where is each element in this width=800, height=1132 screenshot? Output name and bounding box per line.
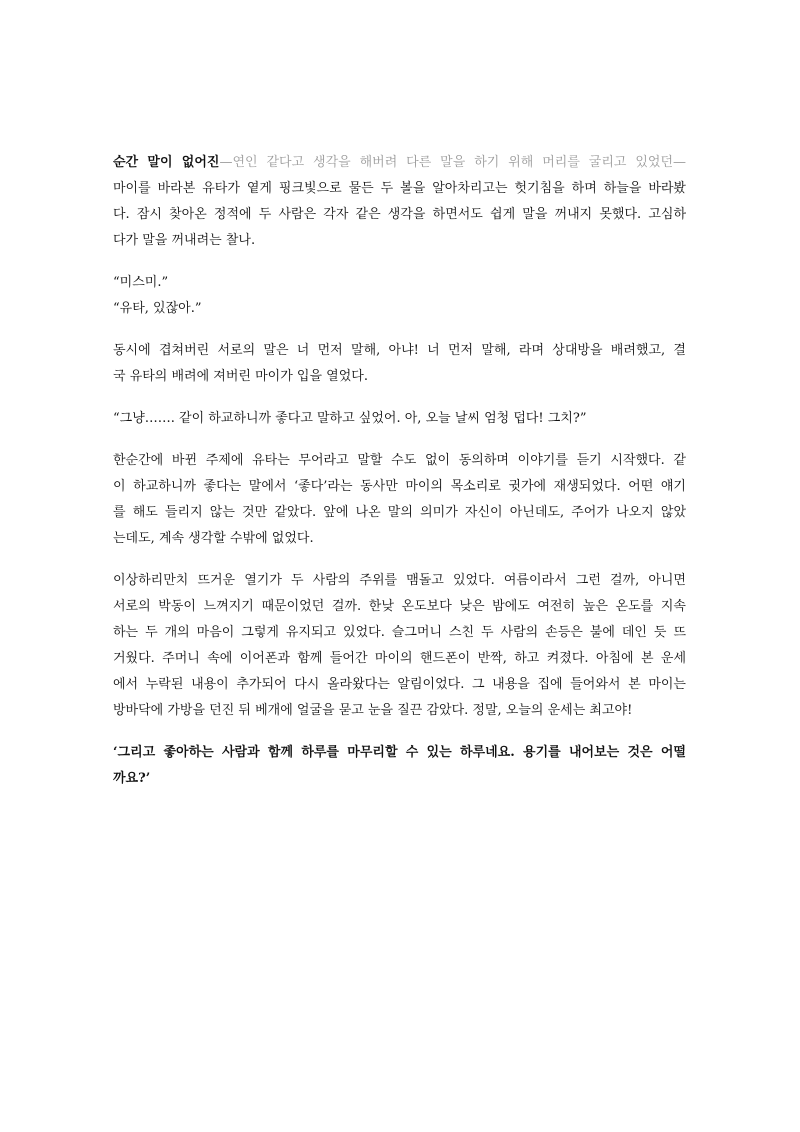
paragraph-gap xyxy=(113,322,686,338)
paragraph-gap xyxy=(113,552,686,568)
text-line: 를 해도 들리지 않는 것만 같았다. 앞에 나온 말의 의미가 자신이 아닌데도, 주어가 나오지 않았 xyxy=(113,505,686,520)
text-line: 거웠다. 주머니 속에 이어폰과 함께 들어간 마이의 핸드폰이 반짝, 하고 켜졌다. 아침에 본 운세 xyxy=(113,651,686,666)
paragraph-gap xyxy=(113,390,686,406)
text-line: 다가 말을 꺼내려는 찰나. xyxy=(113,233,256,248)
text-line: 까요?’ xyxy=(113,771,151,786)
text-line: 다. 잠시 찾아온 정적에 두 사람은 각자 같은 생각을 하면서도 쉽게 말을 꺼내지 못했다. 고심하 xyxy=(113,207,686,222)
text-line: 한순간에 바뀐 주제에 유타는 무어라고 말할 수도 없이 동의하며 이야기를 듣기 시작했다. 같 xyxy=(113,453,686,468)
paragraph-1 xyxy=(113,150,686,254)
paragraph-6 xyxy=(113,568,686,724)
text-line: 마이를 바라본 유타가 옅게 핑크빛으로 물든 두 볼을 알아차리고는 헛기침을 하며 하늘을 바라봤 xyxy=(113,181,686,196)
text-line: “미스미.” xyxy=(113,275,169,290)
text-line: 에서 누락된 내용이 추가되어 다시 올라왔다는 알림이었다. 그 내용을 집에 들어와서 본 마이는 xyxy=(113,677,686,692)
text-line: 이상하리만치 뜨거운 열기가 두 사람의 주위를 맴돌고 있었다. 여름이라서 그런 걸까, 아니면 xyxy=(113,573,686,588)
paragraph-4 xyxy=(113,406,686,432)
text-line: 국 유타의 배려에 져버린 마이가 입을 열었다. xyxy=(113,369,368,384)
paragraph-3 xyxy=(113,338,686,390)
text-span-bold: 순간 말이 없어진 xyxy=(113,155,220,170)
text-line: “그냥……. 같이 하교하니까 좋다고 말하고 싶었어. 아, 오늘 날씨 엄청 덥다! 그치?” xyxy=(113,411,587,426)
paragraph-gap xyxy=(113,432,686,448)
text-line: 동시에 겹쳐버린 서로의 말은 너 먼저 말해, 아냐! 너 먼저 말해, 라며 상대방을 배려했고, 결 xyxy=(113,343,686,358)
text-span-faded: —연인 같다고 생각을 해버려 다른 말을 하기 위해 머리를 굴리고 있었던— xyxy=(219,155,686,170)
text-line: 방바닥에 가방을 던진 뒤 베개에 얼굴을 묻고 눈을 질끈 감았다. 정말, 오늘의 운세는 최고야! xyxy=(113,703,633,718)
text-line: 이 하교하니까 좋다는 말에서 ‘좋다’라는 동사만 마이의 목소리로 귓가에 재생되었다. 어떤 얘기 xyxy=(113,479,686,494)
text-line: 는데도, 계속 생각할 수밖에 없었다. xyxy=(113,531,314,546)
paragraph-gap xyxy=(113,254,686,270)
text-line: 서로의 박동이 느껴지기 때문이었던 걸까. 한낮 온도보다 낮은 밤에도 여전히 높은 온도를 지속 xyxy=(113,599,686,614)
text-line xyxy=(113,150,686,176)
document-page xyxy=(113,150,686,792)
text-line: ‘그리고 좋아하는 사람과 함께 하루를 마무리할 수 있는 하루네요. 용기를 내어보는 것은 어떨 xyxy=(113,745,686,760)
paragraph-gap xyxy=(113,724,686,740)
paragraph-5 xyxy=(113,448,686,552)
text-line: “유타, 있잖아.” xyxy=(113,301,202,316)
paragraph-2 xyxy=(113,270,686,322)
text-line: 하는 두 개의 마음이 그렇게 유지되고 있었다. 슬그머니 스친 두 사람의 손등은 불에 데인 듯 뜨 xyxy=(113,625,686,640)
paragraph-7-fortune-message xyxy=(113,740,686,792)
